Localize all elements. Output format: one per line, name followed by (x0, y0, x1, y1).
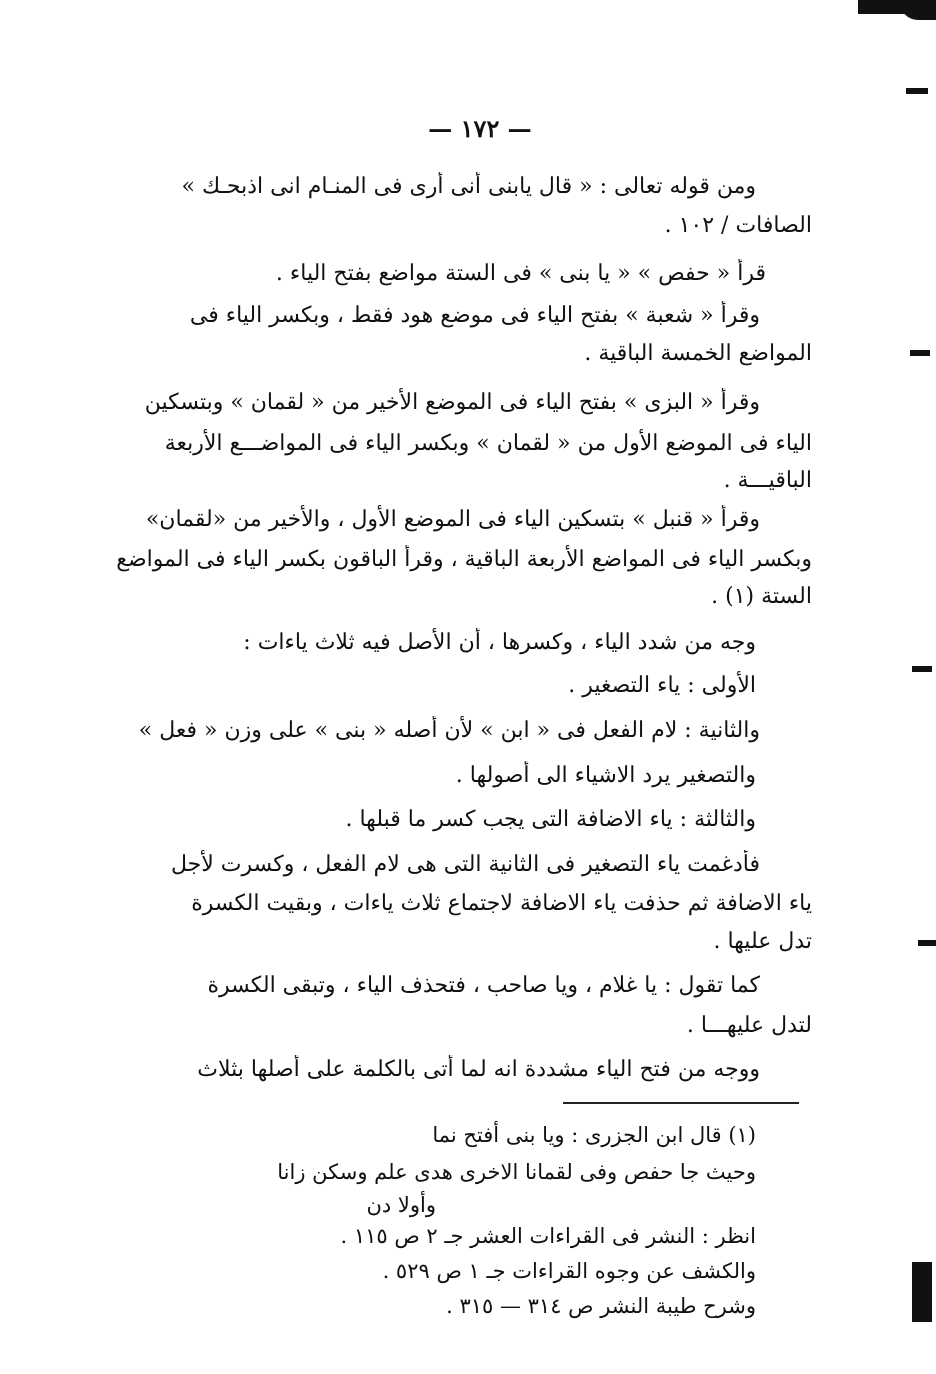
body-line: الأولى : ياء التصغير . (568, 673, 756, 698)
footnote-line: (١) قال ابن الجزرى : ويا بنى أفتح نما (432, 1123, 756, 1147)
body-line: وبكسر الياء فى المواضع الأربعة الباقية ، وقرأ الباقون بكسر الياء فى المواضع (116, 547, 812, 572)
footnote-line: والكشف عن وجوه القراءات جـ ١ ص ٥٢٩ . (382, 1259, 756, 1283)
body-line: ومن قوله تعالى : « قال يابنى أنى أرى فى المنـام انى اذبحـك » (181, 174, 756, 199)
body-line: والتصغير يرد الاشياء الى أصولها . (455, 763, 756, 788)
scan-mark (906, 88, 928, 94)
body-line: وقرأ « قنبل » بتسكين الياء فى الموضع الأول ، والأخير من «لقمان» (145, 507, 760, 532)
page-number: — ١٧٢ — (428, 114, 532, 143)
body-line: تدل عليها . (713, 929, 812, 954)
scan-mark (912, 666, 932, 672)
footnote-line: وأولا دن (366, 1193, 436, 1217)
scan-mark (910, 350, 930, 356)
body-line: والثانية : لام الفعل فى « ابن » لأن أصله « بنى » على وزن « فعل » (138, 718, 760, 743)
body-line: ياء الاضافة ثم حذفت ياء الاضافة لاجتماع ثلاث ياءات ، وبقيت الكسرة (191, 891, 812, 916)
body-line: المواضع الخمسة الباقية . (584, 341, 812, 366)
body-line: قرأ « حفص » « يا بنى » فى الستة مواضع بفتح الياء . (275, 261, 766, 286)
footnote-line: وشرح طيبة النشر ص ٣١٤ — ٣١٥ . (446, 1294, 756, 1318)
body-line: فأدغمت ياء التصغير فى الثانية التى هى لام الفعل ، وكسرت لأجل (170, 852, 760, 877)
body-line: والثالثة : ياء الاضافة التى يجب كسر ما قبلها . (345, 807, 756, 832)
body-line: ووجه من فتح الياء مشددة انه لما أتى بالكلمة على أصلها بثلاث (197, 1057, 760, 1082)
body-line: الصافات / ١٠٢ . (664, 213, 812, 238)
body-line: وقرأ « البزى » بفتح الياء فى الموضع الأخير من « لقمان » وبتسكين (144, 390, 760, 415)
body-line: لتدل عليهـــا . (686, 1013, 812, 1038)
scan-mark (900, 0, 936, 20)
body-line: وجه من شدد الياء ، وكسرها ، أن الأصل فيه ثلاث ياءات : (243, 630, 756, 655)
body-line: الستة (١) . (711, 584, 812, 609)
scan-mark (912, 1262, 932, 1322)
body-line: كما تقول : يا غلام ، ويا صاحب ، فتحذف الياء ، وتبقى الكسرة (207, 973, 760, 998)
body-line: الباقيـــة . (723, 468, 812, 493)
body-line: الياء فى الموضع الأول من « لقمان » وبكسر الياء فى المواضـــع الأربعة (164, 431, 812, 456)
body-line: وقرأ « شعبة » بفتح الياء فى موضع هود فقط ، وبكسر الياء فى (189, 303, 760, 328)
footnote-separator (563, 1102, 799, 1104)
scan-mark (918, 940, 936, 946)
footnote-line: انظر : النشر فى القراءات العشر جـ ٢ ص ١١٥ . (340, 1224, 756, 1248)
footnote-line: وحيث جا حفص وفى لقمانا الاخرى هدى علم وسكن زانا (277, 1160, 756, 1184)
